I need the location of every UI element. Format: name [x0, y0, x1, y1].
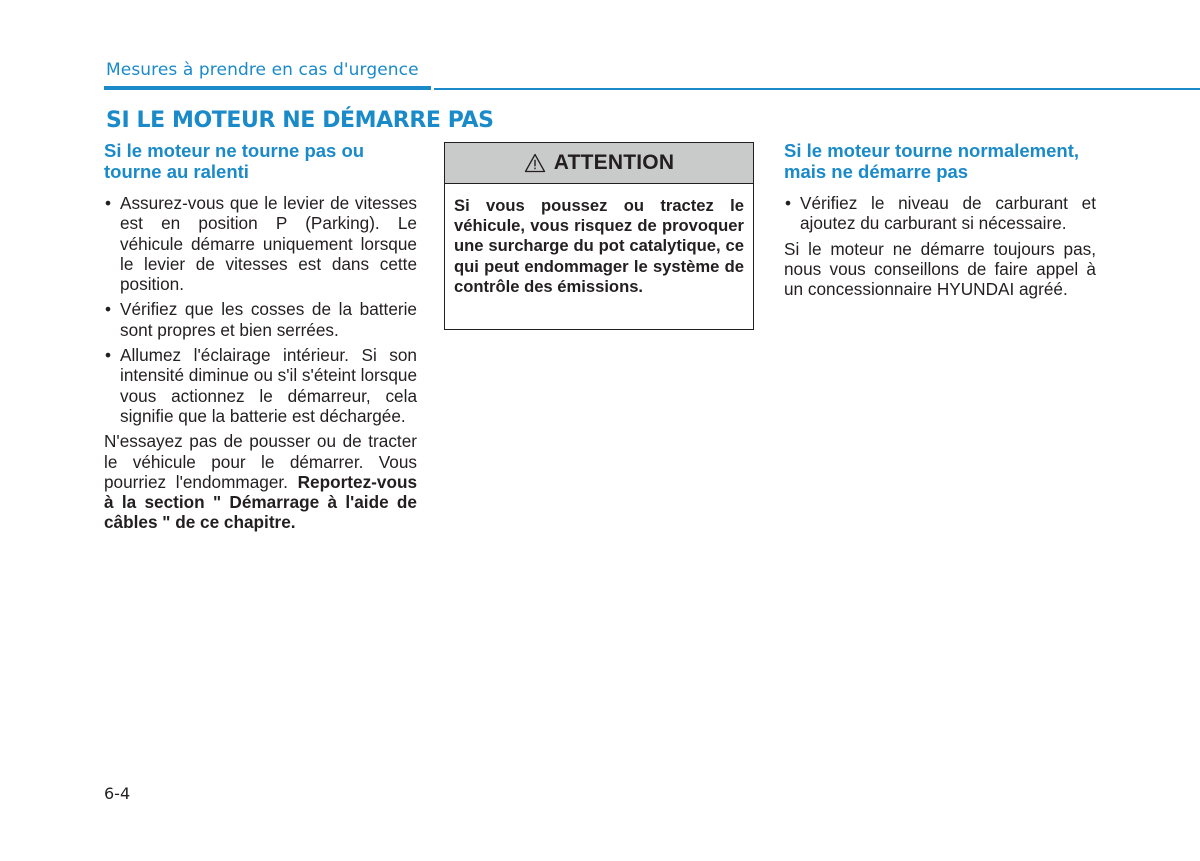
- paragraph-text: N'essayez pas de pousser ou de tracter le véhicule pour le démarrer. Vous pourriez l'endommager.: [104, 431, 417, 492]
- left-bullet-list: [104, 193, 417, 426]
- paragraph-bold-reference: Reportez-vous à la section " Démarrage à l'aide de câbles " de ce chapitre.: [104, 471, 417, 533]
- right-subheading: Si le moteur tourne normalement, mais ne démarre pas: [784, 140, 1080, 182]
- left-column: [104, 140, 417, 533]
- right-column: [784, 140, 1096, 299]
- bullet-item: • Vérifiez le niveau de carburant et ajoutez du carburant si nécessaire.: [784, 193, 1096, 234]
- attention-label: ATTENTION: [553, 151, 675, 174]
- attention-text: Si vous poussez ou tractez le véhicule, vous risquez de provoquer une surcharge du pot catalytique, ce qui peut endommager le système de contrôle des émissions.: [454, 196, 744, 296]
- page-number: 6-4: [104, 784, 131, 803]
- bullet-item: • Vérifiez que les cosses de la batterie sont propres et bien serrées.: [104, 299, 417, 340]
- right-paragraph: Si le moteur ne démarre toujours pas, nous vous conseillons de faire appel à un concessionnaire HYUNDAI agréé.: [784, 238, 1096, 300]
- header-rule-thick: [104, 86, 431, 90]
- header-rule-thin: [434, 88, 1200, 90]
- left-paragraph: [104, 431, 417, 532]
- attention-header: [445, 143, 753, 184]
- warning-triangle-icon: [524, 153, 546, 173]
- page-title: SI LE MOTEUR NE DÉMARRE PAS: [106, 108, 494, 133]
- bullet-item: • Assurez-vous que le levier de vitesses est en position P (Parking). Le véhicule démarre uniquement lorsque le levier de vitesses est dans cette position.: [104, 193, 417, 294]
- attention-box: [444, 142, 754, 330]
- left-subheading: Si le moteur ne tourne pas ou tourne au ralenti: [104, 140, 365, 182]
- bullet-item: • Allumez l'éclairage intérieur. Si son intensité diminue ou s'il s'éteint lorsque vous actionnez le démarreur, cela signifie que la batterie est déchargée.: [104, 345, 417, 426]
- right-bullet-list: [784, 193, 1096, 234]
- section-label: Mesures à prendre en cas d'urgence: [106, 60, 419, 80]
